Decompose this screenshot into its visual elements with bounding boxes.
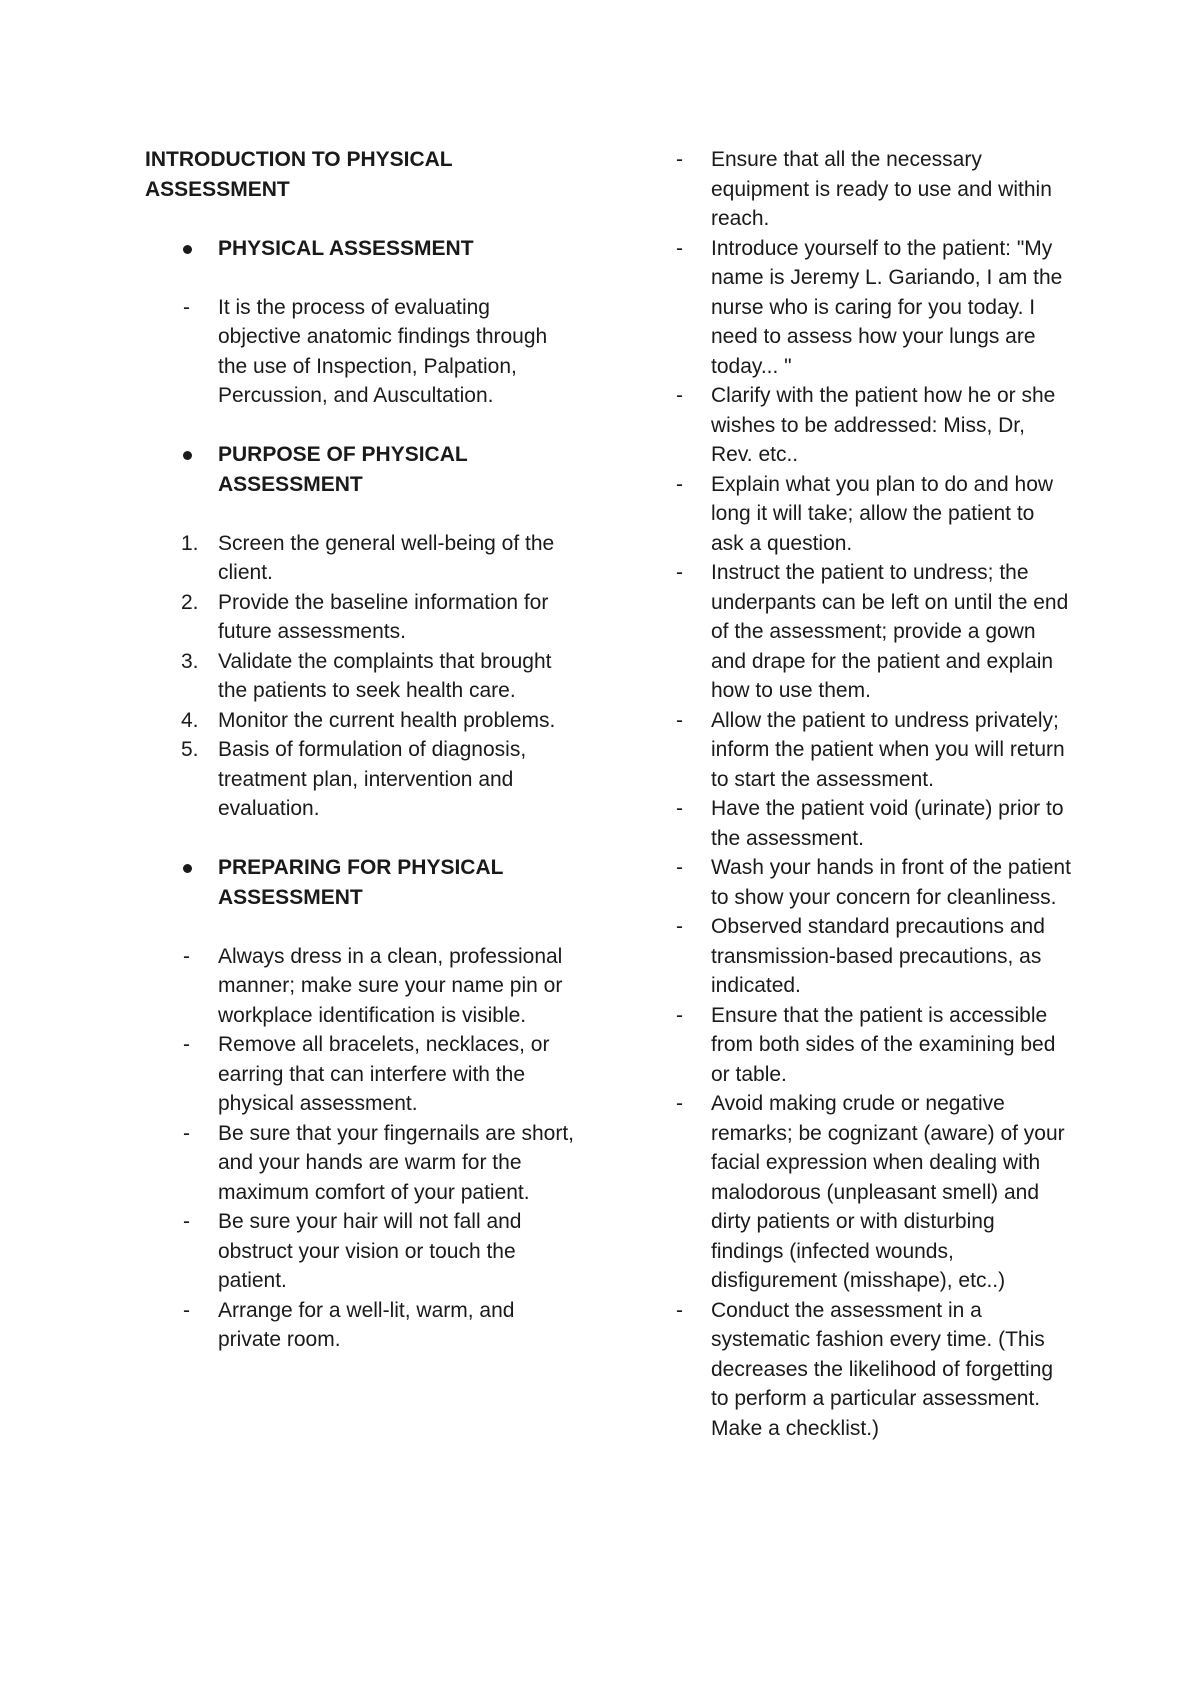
list-item <box>145 588 575 647</box>
list-item <box>672 794 1072 853</box>
list-item <box>672 1001 1072 1090</box>
dash-marker: - <box>676 236 683 260</box>
list-item-text: Be sure your hair will not fall and obstruct your vision or touch the patient. <box>218 1210 522 1292</box>
list-item-text: Clarify with the patient how he or she wishes to be addressed: Miss, Dr, Rev. etc.. <box>711 384 1056 466</box>
list-item-text: It is the process of evaluating objective anatomic findings through the use of Inspection, Palpation, Percussion, and Auscultation. <box>218 295 548 407</box>
list-item-text: Wash your hands in front of the patient to show your concern for cleanliness. <box>711 856 1071 909</box>
bullet-icon <box>183 451 192 460</box>
list-item <box>145 647 575 706</box>
section-heading-purpose <box>145 440 575 499</box>
section-heading-text: PURPOSE OF PHYSICAL ASSESSMENT <box>218 443 468 496</box>
list-item-text: Always dress in a clean, professional manner; make sure your name pin or workplace identification is visible. <box>218 944 563 1027</box>
document-title: INTRODUCTION TO PHYSICAL ASSESSMENT <box>145 148 453 201</box>
list-item <box>145 1119 575 1208</box>
number-marker: 3. <box>181 649 199 673</box>
list-item <box>145 706 575 736</box>
list-item-text: Observed standard precautions and transmission-based precautions, as indicated. <box>711 915 1045 997</box>
list-item-text: Have the patient void (urinate) prior to the assessment. <box>711 797 1064 850</box>
dash-marker: - <box>183 1298 190 1322</box>
bullet-icon <box>183 245 192 254</box>
list-item-text: Explain what you plan to do and how long it will take; allow the patient to ask a question. <box>711 472 1054 555</box>
section-heading-preparing <box>145 853 575 912</box>
section-body-preparing <box>145 942 575 1355</box>
dash-marker: - <box>676 797 683 820</box>
section-body-purpose <box>145 529 575 824</box>
list-item <box>672 853 1072 912</box>
list-item <box>145 1207 575 1296</box>
section-body-physical-assessment <box>145 293 575 411</box>
dash-marker: - <box>676 856 683 879</box>
list-item <box>672 381 1072 470</box>
bullet-icon <box>183 864 192 873</box>
list-item-text: Conduct the assessment in a systematic fashion every time. (This decreases the likelihood of forgetting to perform a particular assessment. Make a checklist.) <box>711 1298 1054 1440</box>
list-item <box>672 558 1072 706</box>
list-item <box>145 293 575 411</box>
number-marker: 4. <box>181 708 199 732</box>
list-item-text: Screen the general well-being of the client. <box>218 531 555 584</box>
section-heading-physical-assessment <box>145 234 575 264</box>
list-item <box>672 234 1072 382</box>
list-item <box>672 145 1072 234</box>
list-item-text: Provide the baseline information for future assessments. <box>218 590 549 643</box>
right-column <box>672 145 1072 1443</box>
list-item <box>672 706 1072 795</box>
list-item-text: Instruct the patient to undress; the underpants can be left on until the end of the assessment; provide a gown and drape for the patient and explain how to use them. <box>711 561 1069 702</box>
dash-marker: - <box>676 472 683 496</box>
list-item-text: Avoid making crude or negative remarks; be cognizant (aware) of your facial expression when dealing with malodorous (unpleasant smell) and dirty patients or with disturbing findings (infected wounds, disfigurement (misshape), etc..) <box>711 1092 1065 1292</box>
dash-marker: - <box>676 561 683 584</box>
dash-marker: - <box>676 1092 683 1115</box>
number-marker: 1. <box>181 531 199 555</box>
list-item-text: Validate the complaints that brought the patients to seek health care. <box>218 649 552 702</box>
list-item <box>672 470 1072 559</box>
list-item-text: Be sure that your fingernails are short, and your hands are warm for the maximum comfort of your patient. <box>218 1121 575 1204</box>
list-item-text: Introduce yourself to the patient: "My name is Jeremy L. Gariando, I am the nurse who is caring for you today. I need to assess how your lungs are today... " <box>711 236 1063 378</box>
dash-marker: - <box>676 148 683 171</box>
list-item <box>145 1030 575 1119</box>
section-heading-text: PHYSICAL ASSESSMENT <box>218 236 474 260</box>
dash-marker: - <box>183 1210 190 1233</box>
list-item-text: Allow the patient to undress privately; inform the patient when you will return to start the assessment. <box>711 708 1065 791</box>
dash-marker: - <box>183 944 190 968</box>
list-item <box>145 529 575 588</box>
list-item-text: Monitor the current health problems. <box>218 708 556 732</box>
list-item <box>145 942 575 1031</box>
dash-marker: - <box>676 1003 683 1027</box>
left-column <box>145 145 575 1355</box>
list-item-text: Remove all bracelets, necklaces, or earring that can interfere with the physical assessment. <box>218 1033 550 1115</box>
list-item-text: Arrange for a well-lit, warm, and private room. <box>218 1298 515 1351</box>
list-item <box>672 912 1072 1001</box>
list-item <box>672 1089 1072 1296</box>
list-item <box>145 735 575 824</box>
dash-marker: - <box>183 1033 190 1056</box>
dash-marker: - <box>183 1121 190 1145</box>
dash-marker: - <box>676 708 683 732</box>
list-item-text: Basis of formulation of diagnosis, treatment plan, intervention and evaluation. <box>218 738 527 820</box>
list-item-text: Ensure that the patient is accessible from both sides of the examining bed or table. <box>711 1003 1056 1086</box>
dash-marker: - <box>676 1298 683 1322</box>
list-item <box>145 1296 575 1355</box>
list-item <box>672 1296 1072 1444</box>
list-item-text: Ensure that all the necessary equipment is ready to use and within reach. <box>711 148 1052 230</box>
number-marker: 5. <box>181 738 199 761</box>
section-heading-text: PREPARING FOR PHYSICAL ASSESSMENT <box>218 856 504 909</box>
dash-marker: - <box>676 915 683 938</box>
number-marker: 2. <box>181 590 199 614</box>
dash-marker: - <box>676 384 683 407</box>
dash-marker: - <box>183 295 190 319</box>
